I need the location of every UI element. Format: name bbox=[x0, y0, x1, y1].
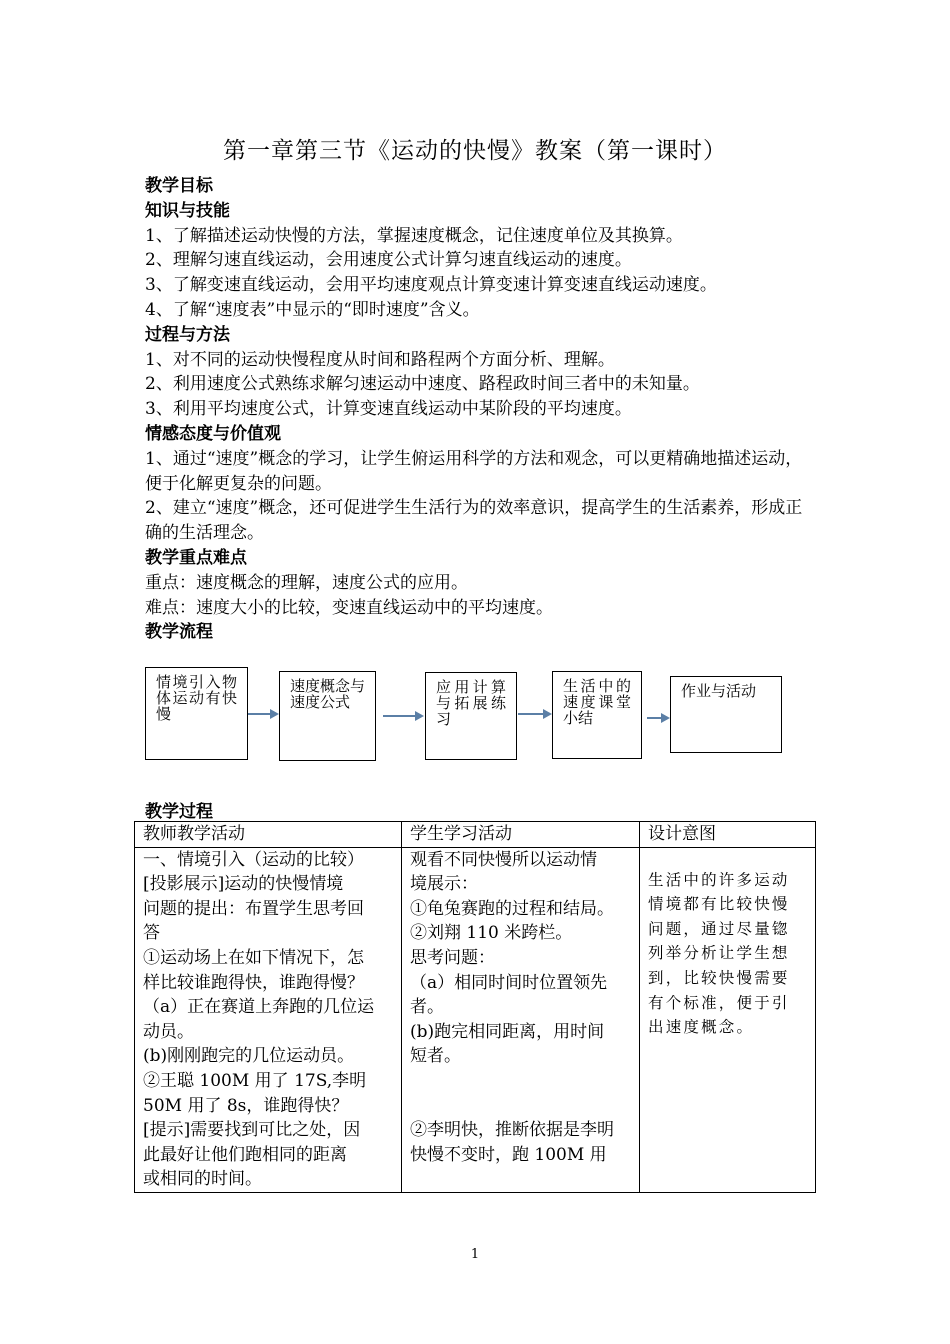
cell-spacer bbox=[410, 1069, 631, 1118]
page-title: 第一章第三节《运动的快慢》教案（第一课时） bbox=[223, 138, 727, 164]
student-line: 短者。 bbox=[410, 1046, 461, 1067]
objectives-heading: 教学目标 bbox=[145, 176, 213, 196]
teacher-line: 答 bbox=[143, 923, 160, 944]
student-line: 观看不同快慢所以运动情 bbox=[410, 849, 597, 870]
teacher-line: 样比较谁跑得快，谁跑得慢？ bbox=[143, 972, 364, 993]
teacher-line: (b)刚刚跑完的几位运动员。 bbox=[143, 1046, 355, 1067]
flow-step-box bbox=[425, 672, 517, 760]
emotion-heading: 情感态度与价值观 bbox=[145, 423, 281, 444]
teacher-activity-cell bbox=[135, 847, 402, 1192]
teacher-line: 或相同的时间。 bbox=[143, 1169, 262, 1190]
teacher-line: ②王聪 100M 用了 17S,李明 bbox=[143, 1070, 367, 1091]
process-method-item: 3、利用平均速度公式，计算变速直线运动中某阶段的平均速度。 bbox=[145, 399, 632, 420]
student-line: 者。 bbox=[410, 997, 444, 1018]
page-number: 1 bbox=[470, 1247, 480, 1262]
teaching-process-table bbox=[134, 821, 816, 1193]
student-line: 思考问题： bbox=[410, 947, 495, 968]
teacher-line: （a）正在赛道上奔跑的几位运 bbox=[143, 997, 375, 1018]
student-line: ②李明快，推断依据是李明 bbox=[410, 1119, 614, 1140]
key-points-heading: 教学重点难点 bbox=[145, 547, 247, 568]
teacher-line: [投影展示]运动的快慢情境 bbox=[143, 874, 344, 895]
student-activity-cell bbox=[402, 847, 640, 1192]
column-header: 教师教学活动 bbox=[135, 822, 402, 848]
flow-arrow bbox=[383, 708, 425, 724]
teacher-line: [提示]需要找到可比之处，因 bbox=[143, 1120, 361, 1141]
teacher-line: 动员。 bbox=[143, 1021, 194, 1042]
teacher-line: 一、情境引入（运动的比较） bbox=[143, 849, 364, 870]
knowledge-item: 2、理解匀速直线运动，会用速度公式计算匀速直线运动的速度。 bbox=[145, 250, 632, 271]
process-method-item: 2、利用速度公式熟练求解匀速运动中速度、路程政时间三者中的未知量。 bbox=[145, 374, 700, 395]
design-line: 问题，通过尽量锪 bbox=[648, 919, 790, 938]
student-line: ①龟兔赛跑的过程和结局。 bbox=[410, 898, 614, 919]
table-row bbox=[135, 847, 816, 1192]
design-intent-cell bbox=[640, 847, 816, 1192]
flow-step-label: 情境引入物体运动有快慢 bbox=[156, 673, 237, 723]
difficult-point: 难点：速度大小的比较，变速直线运动中的平均速度。 bbox=[145, 597, 553, 618]
teacher-line: 此最好让他们跑相同的距离 bbox=[143, 1144, 347, 1165]
teacher-line: 50M 用了 8s，谁跑得快？ bbox=[143, 1095, 349, 1116]
design-line: 情境都有比较快慢 bbox=[648, 895, 790, 914]
flow-step-label: 生活中的速度课堂小结 bbox=[563, 677, 631, 727]
student-line: 境展示： bbox=[410, 874, 478, 895]
design-line: 列举分析让学生想 bbox=[648, 944, 790, 963]
knowledge-item: 4、了解“速度表”中显示的“即时速度”含义。 bbox=[145, 299, 480, 320]
process-heading: 教学过程 bbox=[145, 802, 213, 822]
flow-step-label: 作业与活动 bbox=[681, 682, 757, 700]
flow-arrow bbox=[518, 706, 553, 722]
table-header-row bbox=[135, 822, 816, 848]
teacher-line: ①运动场上在如下情况下，怎 bbox=[143, 947, 364, 968]
teacher-line: 问题的提出：布置学生思考回 bbox=[143, 898, 364, 919]
document-body bbox=[145, 174, 815, 645]
student-line: 快慢不变时，跑 100M 用 bbox=[410, 1144, 607, 1165]
knowledge-heading: 知识与技能 bbox=[145, 200, 230, 221]
flow-arrow bbox=[248, 706, 280, 722]
knowledge-item: 1、了解描述运动快慢的方法，掌握速度概念，记住速度单位及其换算。 bbox=[145, 225, 683, 246]
flow-step-box bbox=[552, 671, 642, 759]
design-line: 到，比较快慢需要 bbox=[648, 968, 790, 987]
design-line: 有个标准，便于引 bbox=[648, 993, 790, 1012]
emotion-item: 2、建立“速度”概念，还可促进学生生活行为的效率意识，提高学生的生活素养，形成正确的生活理念。 bbox=[145, 498, 803, 544]
column-header: 学生学习活动 bbox=[402, 822, 640, 848]
design-line: 出速度概念。 bbox=[648, 1018, 755, 1037]
flow-step-label: 速度概念与速度公式 bbox=[290, 677, 366, 711]
student-line: ②刘翔 110 米跨栏。 bbox=[410, 923, 573, 944]
flow-step-box bbox=[145, 667, 248, 760]
flow-step-box bbox=[279, 671, 376, 761]
flow-step-label: 应用计算与拓展练习 bbox=[436, 678, 506, 728]
flow-heading: 教学流程 bbox=[145, 622, 213, 643]
emotion-item: 1、通过“速度”概念的学习，让学生俯运用科学的方法和观念，可以更精确地描述运动，便于化解更复杂的问题。 bbox=[145, 448, 803, 494]
column-header: 设计意图 bbox=[640, 822, 816, 848]
design-line: 生活中的许多运动 bbox=[648, 870, 790, 889]
process-method-heading: 过程与方法 bbox=[145, 324, 230, 345]
student-line: （a）相同时间时位置领先 bbox=[410, 972, 608, 993]
knowledge-item: 3、了解变速直线运动，会用平均速度观点计算变速计算变速直线运动速度。 bbox=[145, 275, 717, 296]
key-point: 重点：速度概念的理解，速度公式的应用。 bbox=[145, 572, 468, 593]
student-line: (b)跑完相同距离，用时间 bbox=[410, 1021, 605, 1042]
flow-step-box bbox=[670, 676, 782, 753]
flow-arrow bbox=[647, 710, 671, 726]
process-method-item: 1、对不同的运动快慢程度从时间和路程两个方面分析、理解。 bbox=[145, 349, 615, 370]
